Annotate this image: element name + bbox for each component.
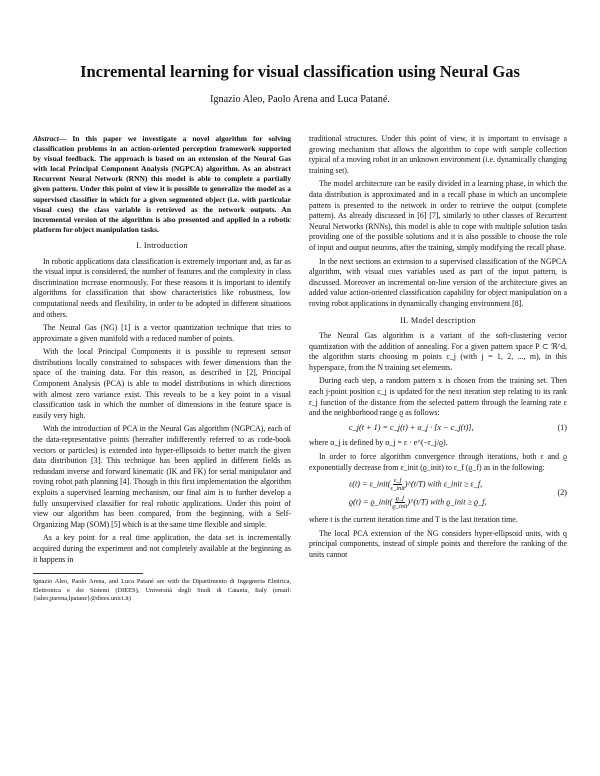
equation-2b-lhs: ϱ(t) = ϱ_init( — [349, 497, 393, 507]
abstract-label: Abstract— — [33, 134, 67, 143]
equation-2 — [309, 477, 567, 510]
body-paragraph-3: In the next sections an extension to a supervised classification of the NGPCA algorithm, with visual cues variables used as part of the input pattern, is discussed. Moreover an incremental on-line version of the architecture gives an added value action-oriented classification capability for object manipulation on a roving robot applications in dynamically changing environment [8]. — [309, 256, 567, 308]
model-paragraph-1: The Neural Gas algorithm is a variant of the soft-clustering vector quantization with the addition of annealing. For a given pattern space P ⊂ ℜ^d, the algorithm starts choosing m points c_j (with j = 1, 2, ..., m), in this hyperspace, from the N training set elements. — [309, 331, 567, 372]
equation-2b-rhs: )^(t/T) with ϱ_init ≥ ϱ_f, — [407, 497, 487, 507]
intro-paragraph-4: With the introduction of PCA in the Neural Gas algorithm (NGPCA), each of the data-representative points (hereafter indifferently referred to as code-book vectors or particles) is extended into hyper-ellipsoids to better match the given data distribution [3]. This technique has been applied in different fields as redundant inverse and forward kinematic (IK and FK) for serial manipulator and roving robot path planning [4]. Though in this first implementation the algorithm exploits a supervised learning mechanism, our final aim is to further develop a fully unsupervised classifier for real robotic applications. Under this point of view our algorithm has been compared, from the beginning, with a Self-Organizing Map (SOM) [5] which is at the same time flexible and simple. — [33, 424, 291, 529]
equation-2a — [349, 477, 487, 492]
equation-2b-numerator: ϱ_f — [395, 495, 404, 503]
model-paragraph-2: During each step, a random pattern x is chosen from the training set. Then each j-point position c_j is updated for the next iteration step relating to its rank r_j function of the distance from the selected pattern through the learning rate ε and the neighborhood range ϱ as follows: — [309, 376, 567, 418]
equation-2a-denominator: ε_init — [390, 485, 405, 493]
left-column — [33, 134, 291, 603]
equation-2a-numerator: ε_f — [393, 477, 402, 485]
abstract-text: In this paper we investigate a novel algorithm for solving classification problems in an action-oriented perception framework supported by visual feedback. The approach is based on an extension of the Neural Gas with local Principal Component Analysis (NGPCA) algorithm. As an abstract Recurrent Neural Network (RNN) this model is able to complete a partially given pattern. Under this point of view it is possible to generalize the model as a supervised classifier in which for a given segmented object (i.e. with particular visual cues) the class variable is retrieved as the network outputs. An incremental version of the algorithm is also presented and applied in a robotic platform for object manipulation tasks. — [33, 134, 291, 234]
right-column — [309, 134, 567, 564]
body-paragraph-2: The model architecture can be easily divided in a learning phase, in which the data distribution is approximated and in a recall phase in which an uncomplete pattern is presented to the network in order to retrieve the output (complete pattern). As already discussed in [6] [7], similarly to other classes of Recurrent Neural Networks (RNNs), this model is able to cope with multiple solution tasks providing one of the possible solutions and it is also possible to choose the role of input and output neurons, after the training, simply modifying the recall phase. — [309, 179, 567, 252]
paper-title: Incremental learning for visual classification using Neural Gas — [80, 62, 520, 81]
equation-1-body: c_j(t + 1) = c_j(t) + α_j · [x − c_j(t)], — [349, 422, 474, 432]
section-heading-introduction: I. Introduction — [136, 240, 188, 250]
section-heading-model: II. Model description — [400, 315, 476, 325]
equation-2b-fraction — [392, 495, 407, 510]
equation-2a-rhs: )^(t/T) with ε_init ≥ ε_f, — [404, 479, 483, 489]
model-paragraph-5: where t is the current iteration time and T is the last iteration time. — [309, 515, 518, 525]
equation-2b — [349, 495, 487, 510]
model-paragraph-4: In order to force algorithm convergence through iterations, both ε and ϱ exponentially decrease from ε_init (ϱ_init) to ε_f (ϱ_f) as in the following: — [309, 452, 567, 472]
model-paragraph-3: where α_j is defined by α_j = ε · e^(−r_j/ϱ). — [309, 438, 448, 448]
equation-2-number: (2) — [557, 488, 567, 498]
abstract — [33, 134, 291, 235]
equation-2a-lhs: ε(t) = ε_init( — [349, 479, 391, 489]
intro-paragraph-1: In robotic applications data classification is extremely important and, as far as the visual input is considered, the number of features and the complexity in class discrimination increase enormously. For these reasons it is important to identify algorithms for classification that show characteristics like robustness, low computational needs and flexibility, in order to be adopted in different situations and others. — [33, 256, 291, 319]
equation-2a-fraction — [391, 477, 405, 492]
equation-2b-denominator: ϱ_init — [392, 503, 408, 511]
intro-paragraph-5: As a key point for a real time application, the data set is incrementally acquired during the experiment and not completely available at the beginning as it happens in — [33, 533, 291, 564]
author-footnote: Ignazio Aleo, Paolo Arena, and Luca Patané are with the Dipartimento di Ingegneria Elettrica, Elettronica e dei Sistemi (DIEES), Università degli Studi di Catania, Italy (email: {ialeo,parena,lpatane}@diees.unict.it) — [33, 578, 291, 602]
intro-paragraph-3: With the local Principal Components it is possible to represent sensor distributions locally constrained to subspaces with fewer dimensions than the space of the training data. For this reason, as described in [2], Principal Component Analysis (PCA) is able to model distributions in which directions with almost zero variance exist. This reveals to be a key point in a visual classification task in which the number of dimensions in the feature space is easily very high. — [33, 347, 291, 420]
paper-authors: Ignazio Aleo, Paolo Arena and Luca Patané. — [210, 94, 390, 105]
equation-2-lines — [349, 477, 487, 510]
equation-1-number: (1) — [557, 422, 567, 432]
body-paragraph-1: traditional structures. Under this point of view, it is important to envisage a growing mechanism that allows the algorithm to cope with sample collection typical of a moving robot in an unknown environment (i.e. dynamically changing training set). — [309, 134, 567, 175]
intro-paragraph-2: The Neural Gas (NG) [1] is a vector quantization technique that tries to approximate a given manifold with a reduced number of points. — [33, 323, 291, 343]
model-paragraph-6: The local PCA extension of the NG considers hyper-ellipsoid units, with q principal components, instead of simple points and therefore the ranking of the units cannot — [309, 528, 567, 559]
equation-1 — [309, 423, 567, 434]
